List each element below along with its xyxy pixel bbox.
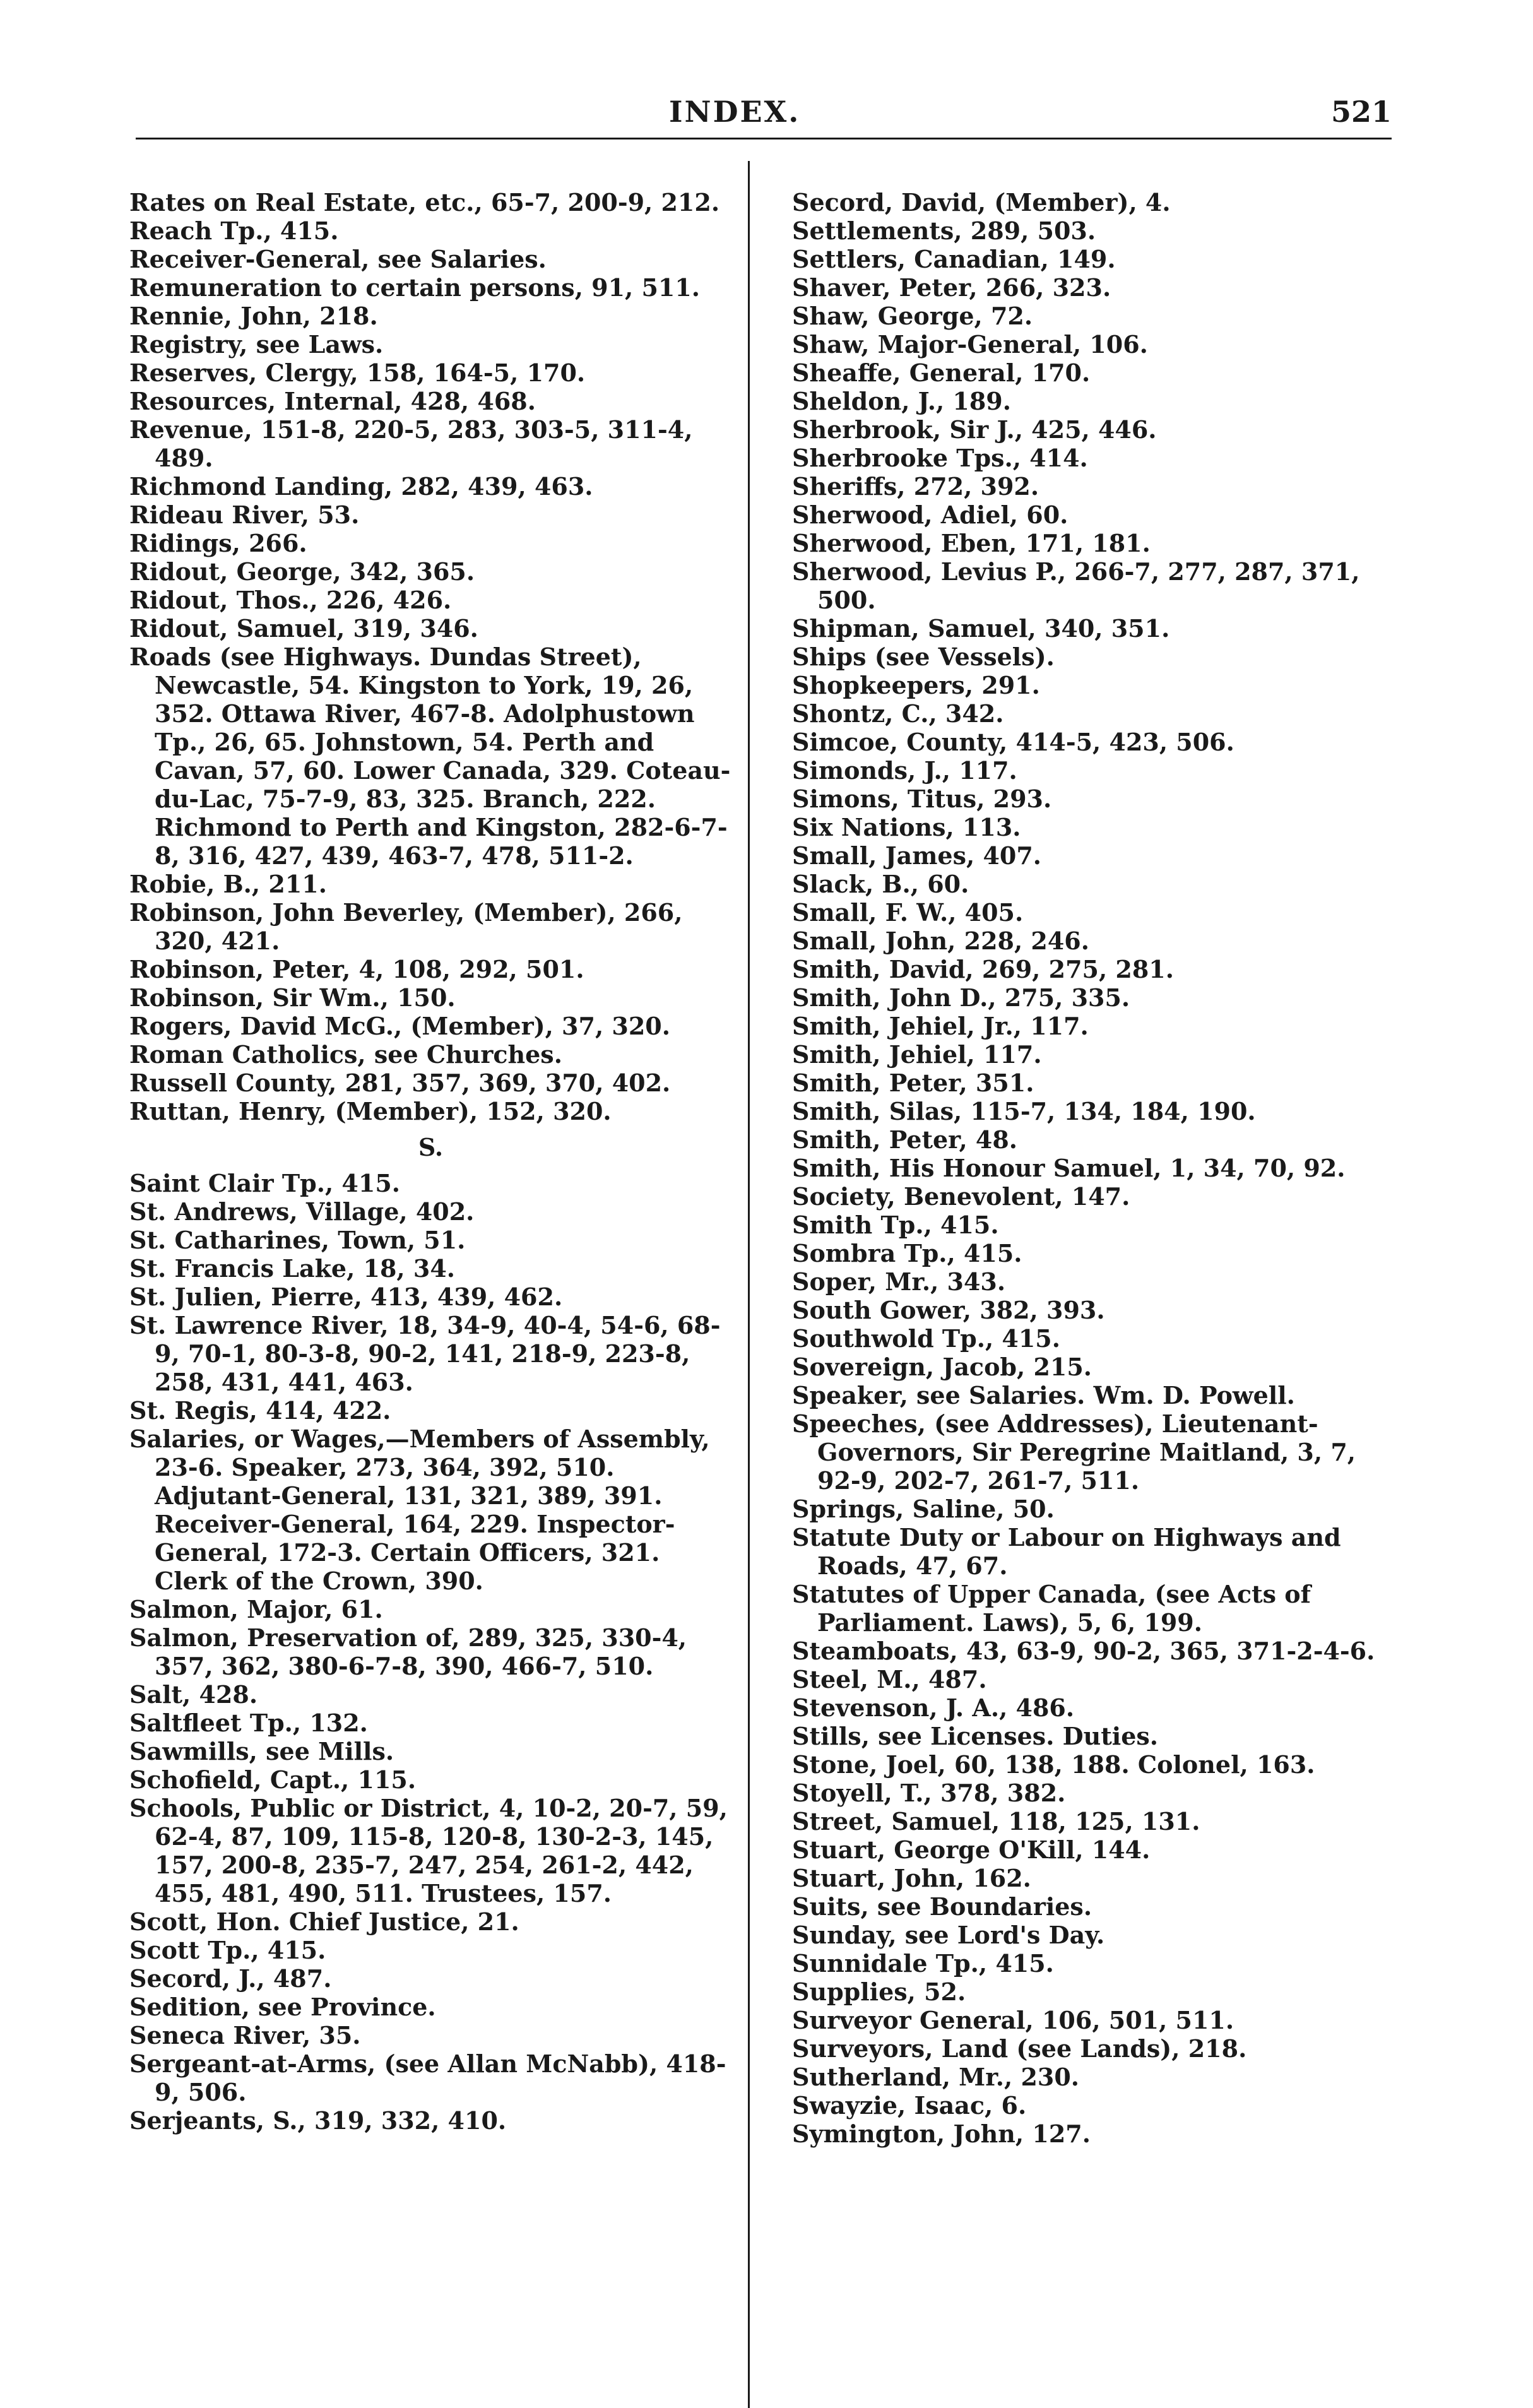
index-entry: Steamboats, 43, 63-9, 90-2, 365, 371-2-4-6. xyxy=(792,1637,1375,1665)
index-entry: Smith, Silas, 115-7, 134, 184, 190. xyxy=(792,1097,1256,1125)
index-entry: Shipman, Samuel, 340, 351. xyxy=(792,614,1170,643)
index-entry: Soper, Mr., 343. xyxy=(792,1267,1006,1296)
index-entry: Smith, John D., 275, 335. xyxy=(792,983,1130,1012)
index-entry: Scott, Hon. Chief Justice, 21. xyxy=(129,1907,519,1936)
index-entry: South Gower, 382, 393. xyxy=(792,1296,1105,1324)
right-column xyxy=(792,188,1401,2148)
index-entry: Resources, Internal, 428, 468. xyxy=(129,387,536,415)
index-entry: Sunday, see Lord's Day. xyxy=(792,1921,1105,1949)
index-entry: Seneca River, 35. xyxy=(129,2021,361,2049)
left-column xyxy=(129,188,732,2135)
index-entry: Stuart, George O'Kill, 144. xyxy=(792,1836,1151,1864)
index-entry: Simons, Titus, 293. xyxy=(792,785,1052,813)
index-entry: Smith, David, 269, 275, 281. xyxy=(792,955,1174,983)
index-entry: Stevenson, J. A., 486. xyxy=(792,1693,1075,1722)
index-entry: Supplies, 52. xyxy=(792,1978,966,2006)
index-entry: St. Regis, 414, 422. xyxy=(129,1396,391,1425)
index-entry: Saltfleet Tp., 132. xyxy=(129,1709,368,1737)
index-entry: Smith, Peter, 48. xyxy=(792,1125,1018,1154)
index-entry: Rideau River, 53. xyxy=(129,501,360,529)
index-entry: Simcoe, County, 414-5, 423, 506. xyxy=(792,728,1234,756)
index-entry: Sheldon, J., 189. xyxy=(792,387,1011,415)
index-entry: Robinson, Peter, 4, 108, 292, 501. xyxy=(129,955,584,983)
page-title: INDEX. xyxy=(669,95,801,129)
index-entry: Springs, Saline, 50. xyxy=(792,1495,1055,1523)
index-entry: Suits, see Boundaries. xyxy=(792,1892,1092,1921)
index-entry: Settlements, 289, 503. xyxy=(792,216,1096,245)
index-entry: Rogers, David McG., (Member), 37, 320. xyxy=(129,1012,670,1040)
index-entry: Robinson, Sir Wm., 150. xyxy=(129,983,456,1012)
left-entries-r xyxy=(129,188,732,1125)
index-entry: Small, James, 407. xyxy=(792,841,1041,870)
index-entry: Serjeants, S., 319, 332, 410. xyxy=(129,2106,507,2135)
index-entry: Ridings, 266. xyxy=(129,529,307,557)
index-entry: Schofield, Capt., 115. xyxy=(129,1765,417,1794)
index-entry: Stone, Joel, 60, 138, 188. Colonel, 163. xyxy=(792,1750,1315,1779)
index-entry: Small, F. W., 405. xyxy=(792,898,1024,927)
index-entry: Salmon, Major, 61. xyxy=(129,1595,383,1623)
index-entry: Stoyell, T., 378, 382. xyxy=(792,1779,1066,1807)
index-entry: Sovereign, Jacob, 215. xyxy=(792,1353,1092,1381)
index-entry: Remuneration to certain persons, 91, 511. xyxy=(129,273,701,302)
index-entry: Sherwood, Eben, 171, 181. xyxy=(792,529,1151,557)
index-entry: Sheaffe, General, 170. xyxy=(792,359,1091,387)
index-entry: Sawmills, see Mills. xyxy=(129,1737,394,1765)
index-entry: Reserves, Clergy, 158, 164-5, 170. xyxy=(129,359,586,387)
index-entry: Robinson, John Beverley, (Member), 266, 320, 421. xyxy=(129,898,683,955)
left-entries-s xyxy=(129,1169,732,2135)
index-entry: Scott Tp., 415. xyxy=(129,1936,326,1964)
index-entry: Steel, M., 487. xyxy=(792,1665,987,1693)
index-entry: Ridout, Thos., 226, 426. xyxy=(129,586,452,614)
page-header xyxy=(129,95,1392,145)
index-entry: St. Andrews, Village, 402. xyxy=(129,1197,475,1226)
index-entry: Symington, John, 127. xyxy=(792,2120,1091,2148)
index-entry: Roads (see Highways. Dundas Street), Newcastle, 54. Kingston to York, 19, 26, 352. Ottawa River, 467-8. Adolphustown Tp., 26, 65. Johnstown, 54. Perth and Cavan, 57, 60. Lower Canada, 329. Coteau-du-Lac, 75-7-9, 83, 325. Branch, 222. Richmond to Perth and Kingston, 282-6-7-8, 316, 427, 439, 463-7, 478, 511-2. xyxy=(129,643,731,870)
index-entry: Sergeant-at-Arms, (see Allan McNabb), 418-9, 506. xyxy=(129,2049,726,2106)
index-entry: Smith, Jehiel, 117. xyxy=(792,1040,1042,1069)
index-entry: Sombra Tp., 415. xyxy=(792,1239,1022,1267)
index-entry: Sheriffs, 272, 392. xyxy=(792,472,1039,501)
index-entry: Saint Clair Tp., 415. xyxy=(129,1169,400,1197)
index-entry: Salmon, Preservation of, 289, 325, 330-4, 357, 362, 380-6-7-8, 390, 466-7, 510. xyxy=(129,1623,687,1680)
index-entry: Statute Duty or Labour on Highways and Roads, 47, 67. xyxy=(792,1523,1341,1580)
index-entry: Russell County, 281, 357, 369, 370, 402. xyxy=(129,1069,671,1097)
index-entry: Revenue, 151-8, 220-5, 283, 303-5, 311-4, 489. xyxy=(129,415,693,472)
index-entry: Shaw, George, 72. xyxy=(792,302,1033,330)
index-entry: Slack, B., 60. xyxy=(792,870,969,898)
index-entry: Shaver, Peter, 266, 323. xyxy=(792,273,1111,302)
section-letter-s: S. xyxy=(418,1133,444,1161)
index-entry: Surveyors, Land (see Lands), 218. xyxy=(792,2034,1247,2063)
index-entry: Sherwood, Adiel, 60. xyxy=(792,501,1068,529)
index-entry: Rates on Real Estate, etc., 65-7, 200-9, 212. xyxy=(129,188,720,216)
index-entry: Small, John, 228, 246. xyxy=(792,927,1089,955)
index-entry: Robie, B., 211. xyxy=(129,870,327,898)
index-entry: Receiver-General, see Salaries. xyxy=(129,245,547,273)
index-entry: Stuart, John, 162. xyxy=(792,1864,1031,1892)
index-entry: Speeches, (see Addresses), Lieutenant-Governors, Sir Peregrine Maitland, 3, 7, 92-9, 202-7, 261-7, 511. xyxy=(792,1409,1356,1495)
index-entry: Roman Catholics, see Churches. xyxy=(129,1040,562,1069)
index-entry: Ridout, Samuel, 319, 346. xyxy=(129,614,478,643)
index-entry: Simonds, J., 117. xyxy=(792,756,1017,785)
index-entry: Richmond Landing, 282, 439, 463. xyxy=(129,472,593,501)
index-entry: Secord, David, (Member), 4. xyxy=(792,188,1171,216)
column-divider xyxy=(748,161,750,2408)
index-entry: Salaries, or Wages,—Members of Assembly, 23-6. Speaker, 273, 364, 392, 510. Adjutant-General, 131, 321, 389, 391. Receiver-General, 164, 229. Inspector-General, 172-3. Certain Officers, 321. Clerk of the Crown, 390. xyxy=(129,1425,710,1595)
index-entry: Shontz, C., 342. xyxy=(792,699,1004,728)
index-entry: Ships (see Vessels). xyxy=(792,643,1055,671)
index-entry: Six Nations, 113. xyxy=(792,813,1021,841)
index-entry: St. Julien, Pierre, 413, 439, 462. xyxy=(129,1283,563,1311)
index-entry: Settlers, Canadian, 149. xyxy=(792,245,1116,273)
index-entry: Sutherland, Mr., 230. xyxy=(792,2063,1079,2091)
index-entry: Smith, Peter, 351. xyxy=(792,1069,1034,1097)
index-entry: St. Francis Lake, 18, 34. xyxy=(129,1254,455,1283)
index-entry: Ruttan, Henry, (Member), 152, 320. xyxy=(129,1097,612,1125)
index-entry: Salt, 428. xyxy=(129,1680,258,1709)
index-entry: Shopkeepers, 291. xyxy=(792,671,1040,699)
index-entry: Sherbrook, Sir J., 425, 446. xyxy=(792,415,1157,444)
index-entry: Sherwood, Levius P., 266-7, 277, 287, 371, 500. xyxy=(792,557,1360,614)
index-entry: Stills, see Licenses. Duties. xyxy=(792,1722,1159,1750)
index-entry: Smith Tp., 415. xyxy=(792,1211,999,1239)
index-entry: Speaker, see Salaries. Wm. D. Powell. xyxy=(792,1381,1295,1409)
index-entry: Registry, see Laws. xyxy=(129,330,384,359)
index-entry: Schools, Public or District, 4, 10-2, 20-7, 59, 62-4, 87, 109, 115-8, 120-8, 130-2-3, 145, 157, 200-8, 235-7, 247, 254, 261-2, 442, 455, 481, 490, 511. Trustees, 157. xyxy=(129,1794,728,1907)
index-entry: Sherbrooke Tps., 414. xyxy=(792,444,1088,472)
index-entry: Statutes of Upper Canada, (see Acts of Parliament. Laws), 5, 6, 199. xyxy=(792,1580,1311,1637)
index-entry: Ridout, George, 342, 365. xyxy=(129,557,475,586)
index-entry: Rennie, John, 218. xyxy=(129,302,378,330)
index-entry: Sunnidale Tp., 415. xyxy=(792,1949,1054,1978)
index-entry: Shaw, Major-General, 106. xyxy=(792,330,1148,359)
index-entry: Sedition, see Province. xyxy=(129,1993,436,2021)
index-entry: St. Catharines, Town, 51. xyxy=(129,1226,466,1254)
index-entry: Smith, His Honour Samuel, 1, 34, 70, 92. xyxy=(792,1154,1346,1182)
index-entry: Swayzie, Isaac, 6. xyxy=(792,2091,1027,2120)
right-entries-s xyxy=(792,188,1401,2148)
index-entry: Surveyor General, 106, 501, 511. xyxy=(792,2006,1234,2034)
index-entry: Secord, J., 487. xyxy=(129,1964,332,1993)
header-rule xyxy=(136,138,1392,139)
index-entry: Street, Samuel, 118, 125, 131. xyxy=(792,1807,1200,1836)
index-entry: St. Lawrence River, 18, 34-9, 40-4, 54-6, 68-9, 70-1, 80-3-8, 90-2, 141, 218-9, 223-8, 258, 431, 441, 463. xyxy=(129,1311,721,1396)
index-entry: Society, Benevolent, 147. xyxy=(792,1182,1130,1211)
page-number: 521 xyxy=(1330,95,1392,129)
index-entry: Reach Tp., 415. xyxy=(129,216,339,245)
index-entry: Southwold Tp., 415. xyxy=(792,1324,1060,1353)
index-entry: Smith, Jehiel, Jr., 117. xyxy=(792,1012,1089,1040)
